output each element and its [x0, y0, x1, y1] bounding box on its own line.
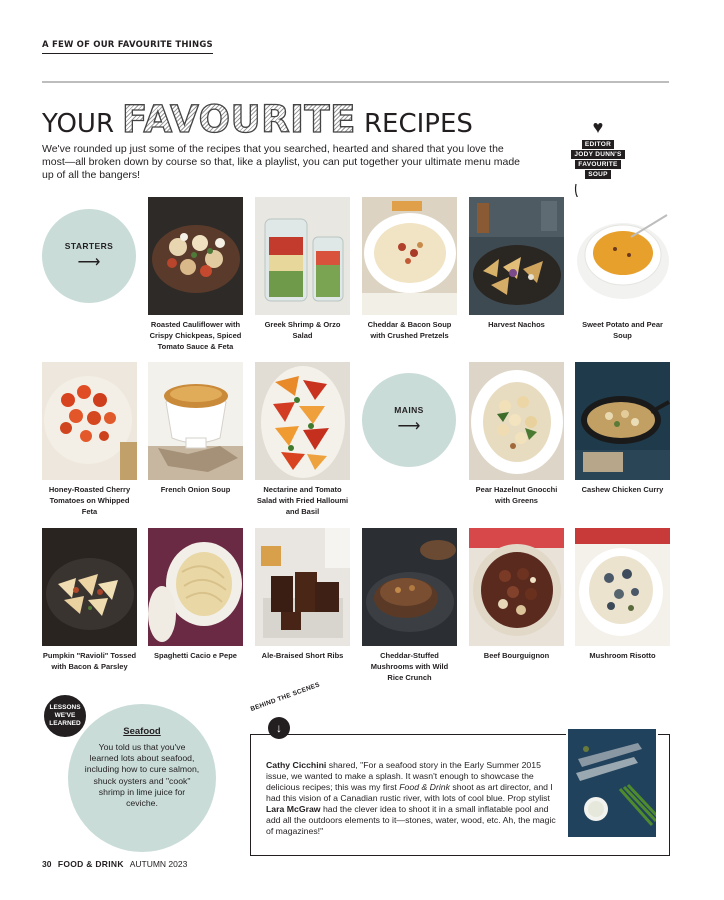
mains-course-badge	[362, 373, 456, 467]
editor-pick-line: FAVOURITE	[575, 160, 620, 169]
bts-text-part: shoot as art director, and I had this vision of a Canadian rustic river, with lots of cool blue. Prop stylist	[266, 782, 553, 803]
page-folio	[42, 859, 187, 869]
recipe-photo	[362, 197, 457, 315]
recipe-title: Nectarine and Tomato Salad with Fried Halloumi and Basil	[256, 485, 349, 516]
bts-name-2: Lara McGraw	[266, 804, 321, 814]
editor-pick-line: EDITOR	[582, 140, 614, 149]
recipe-photo	[255, 197, 350, 315]
recipe-photo	[148, 362, 243, 480]
recipe-photo	[575, 528, 670, 646]
bts-text-part: shared, "For a seafood story in the Early Summer 2015 issue, we wanted to make a splash. It wasn't enough to showcase the delicious recipes; this was my first	[266, 760, 541, 792]
recipe-photo	[148, 197, 243, 315]
recipe-photo	[469, 528, 564, 646]
recipe-title: Roasted Cauliflower with Crispy Chickpeas, Spiced Tomato Sauce & Feta	[149, 320, 242, 351]
recipe-card-greek-shrimp[interactable]	[255, 197, 350, 341]
recipe-card-harvest-nachos[interactable]	[469, 197, 564, 330]
recipe-photo	[148, 528, 243, 646]
recipe-card-cheddar-stuffed-mushrooms[interactable]	[362, 528, 457, 683]
lessons-body: You told us that you've learned lots about seafood, including how to cure salmon, shuck oysters and "cook" shrimp in lime juice for ceviche.	[84, 742, 200, 809]
lessons-badge-line: WE'VE	[54, 712, 76, 719]
lessons-title: Seafood	[123, 726, 161, 737]
recipe-photo	[575, 197, 670, 315]
title-word-2: FAVOURITE	[122, 98, 356, 141]
recipe-card-beef-bourguignon[interactable]	[469, 528, 564, 661]
top-rule	[42, 81, 669, 83]
bts-name-1: Cathy Cicchini	[266, 760, 327, 770]
arrow-right-icon: ⟶	[397, 418, 421, 435]
recipe-title: Greek Shrimp & Orzo Salad	[264, 320, 341, 340]
intro-text: We've rounded up just some of the recipes that you searched, hearted and shared that you love the most—all broken down by course so that, like a playlist, you can put together your ultimate menu made up of all the bangers!	[42, 143, 520, 181]
recipe-photo	[42, 362, 137, 480]
recipe-card-cashew-chicken-curry[interactable]	[575, 362, 670, 495]
arrow-down-icon: ↓	[268, 717, 290, 739]
page-number: 30	[42, 859, 52, 869]
mains-label: MAINS	[394, 405, 424, 415]
behind-the-scenes-tag: BEHIND THE SCENES	[249, 681, 321, 713]
recipe-title: Ale-Braised Short Ribs	[261, 651, 344, 660]
magazine-name: FOOD & DRINK	[57, 859, 124, 869]
recipe-card-honey-roasted-tomatoes[interactable]	[42, 362, 137, 517]
recipe-card-french-onion-soup[interactable]	[148, 362, 243, 495]
recipe-card-sweet-potato-soup[interactable]	[575, 197, 670, 341]
recipe-title: Cashew Chicken Curry	[581, 485, 664, 494]
recipe-title: Mushroom Risotto	[589, 651, 656, 660]
recipe-card-mushroom-risotto[interactable]	[575, 528, 670, 661]
recipe-card-pumpkin-ravioli[interactable]	[42, 528, 137, 672]
recipe-photo	[469, 362, 564, 480]
recipe-photo	[575, 362, 670, 480]
recipe-photo	[362, 528, 457, 646]
starters-label: STARTERS	[64, 241, 114, 251]
recipe-title: French Onion Soup	[160, 485, 231, 494]
lessons-badge-line: LESSONS	[49, 704, 81, 711]
recipe-title: Sweet Potato and Pear Soup	[582, 320, 663, 340]
recipe-photo	[255, 528, 350, 646]
recipe-photo	[469, 197, 564, 315]
recipe-card-ale-braised-short-ribs[interactable]	[255, 528, 350, 661]
recipe-photo	[42, 528, 137, 646]
recipe-title: Spaghetti Cacio e Pepe	[154, 651, 237, 660]
recipe-title: Harvest Nachos	[488, 320, 545, 329]
bts-text-part: had the clever idea to shoot it in a small inflatable pool and add all the outdoors elements to it—stones, water, wood, etc. Ah, the magic of magazines!"	[266, 804, 556, 836]
editor-pick-line: JODY DUNN'S	[571, 150, 624, 159]
recipe-title: Cheddar & Bacon Soup with Crushed Pretzels	[367, 320, 452, 340]
recipe-card-roasted-cauliflower[interactable]	[148, 197, 243, 352]
editor-pick-line: SOUP	[585, 170, 611, 179]
recipe-card-spaghetti-cacio-e-pepe[interactable]	[148, 528, 243, 661]
editor-pick-badge	[560, 118, 636, 179]
recipe-title: Pear Hazelnut Gnocchi with Greens	[475, 485, 558, 505]
title-word-1: YOUR	[42, 109, 115, 139]
recipe-photo	[255, 362, 350, 480]
section-tag: A FEW OF OUR FAVOURITE THINGS	[42, 40, 213, 54]
heart-icon: ♥	[592, 117, 604, 137]
recipe-title: Cheddar-Stuffed Mushrooms with Wild Rice Crunch	[370, 651, 449, 682]
bts-magazine-name: Food & Drink	[399, 782, 450, 792]
issue-name: AUTUMN 2023	[129, 859, 188, 869]
recipe-title: Pumpkin "Ravioli" Tossed with Bacon & Parsley	[42, 651, 137, 671]
page-title	[42, 99, 473, 139]
starters-course-badge	[42, 209, 136, 303]
recipe-card-nectarine-tomato-salad[interactable]	[255, 362, 350, 517]
behind-the-scenes-text	[266, 760, 562, 837]
lessons-badge	[42, 693, 88, 739]
title-word-3: RECIPES	[363, 109, 473, 139]
recipe-card-pear-hazelnut-gnocchi[interactable]	[469, 362, 564, 506]
recipe-title: Honey-Roasted Cherry Tomatoes on Whipped Feta	[48, 485, 131, 516]
recipe-title: Beef Bourguignon	[483, 651, 550, 660]
arrow-right-icon: ⟶	[77, 254, 101, 271]
recipe-card-cheddar-bacon-soup[interactable]	[362, 197, 457, 341]
lessons-badge-line: LEARNED	[49, 720, 81, 727]
behind-the-scenes-photo	[566, 727, 658, 839]
